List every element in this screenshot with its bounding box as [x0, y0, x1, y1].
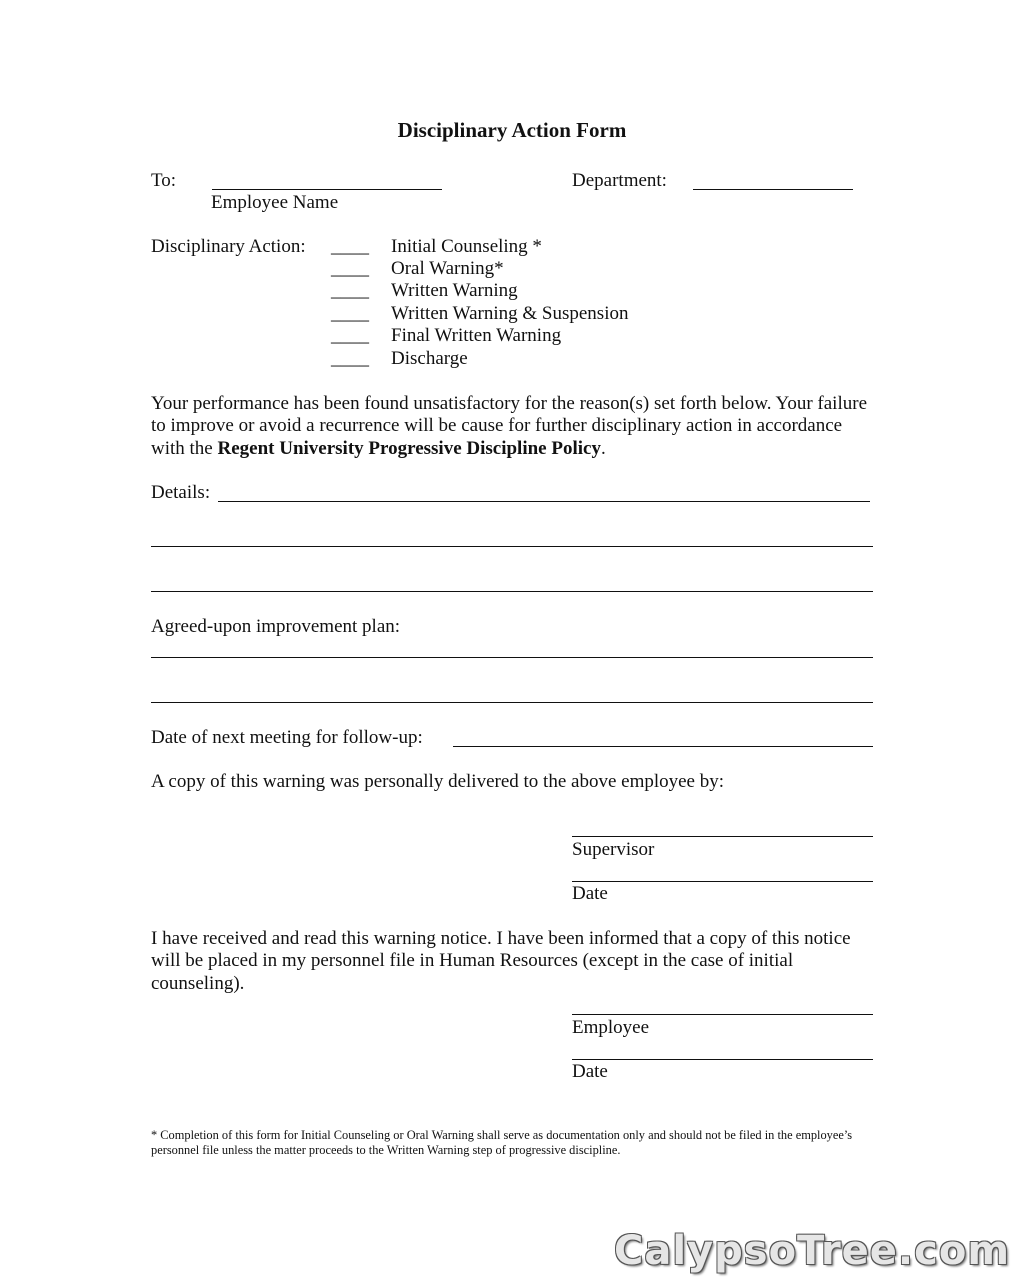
details-line-1[interactable] — [218, 501, 870, 502]
action-checkbox-written-warning-suspension[interactable]: ____ — [331, 303, 369, 324]
details-line-2[interactable] — [151, 546, 873, 547]
disciplinary-action-label: Disciplinary Action: — [151, 236, 306, 257]
employee-date-line[interactable] — [572, 1059, 873, 1060]
action-checkbox-discharge[interactable]: ____ — [331, 348, 369, 369]
employee-signature-line[interactable] — [572, 1014, 873, 1015]
action-label-final-written-warning: Final Written Warning — [391, 325, 562, 346]
supervisor-signature-line[interactable] — [572, 836, 873, 837]
employee-name-field[interactable] — [212, 189, 442, 190]
department-field[interactable] — [693, 189, 853, 190]
department-label: Department: — [572, 170, 667, 191]
action-label-discharge: Discharge — [391, 348, 468, 369]
policy-name: Regent University Progressive Discipline Policy — [217, 437, 601, 459]
followup-label: Date of next meeting for follow-up: — [151, 727, 423, 748]
action-checkbox-initial-counseling[interactable]: ____ — [331, 236, 369, 257]
supervisor-date-label: Date — [572, 883, 608, 904]
action-checkbox-written-warning[interactable]: ____ — [331, 280, 369, 301]
improvement-plan-label: Agreed-upon improvement plan: — [151, 616, 401, 637]
followup-date-field[interactable] — [453, 746, 873, 747]
performance-text: Your performance has been found unsatisfactory for the reason(s) set forth below. Your failure to improve or avoid a recurrence will be cause for further disciplinary action in accordance with the — [151, 393, 867, 459]
improvement-plan-line-2[interactable] — [151, 702, 873, 703]
employee-name-label: Employee Name — [211, 192, 339, 213]
copy-delivered-text: A copy of this warning was personally delivered to the above employee by: — [151, 771, 725, 792]
acknowledgement-paragraph: I have received and read this warning notice. I have been informed that a copy of this notice will be placed in my personnel file in Human Resources (except in the case of initial counseling). — [151, 928, 851, 994]
improvement-plan-line-1[interactable] — [151, 657, 873, 658]
action-checkbox-oral-warning[interactable]: ____ — [331, 258, 369, 279]
watermark-logo: CalypsoTree.com — [614, 1228, 1010, 1274]
supervisor-date-line[interactable] — [572, 881, 873, 882]
action-label-written-warning: Written Warning — [391, 280, 518, 301]
action-label-written-warning-suspension: Written Warning & Suspension — [391, 303, 629, 324]
to-label: To: — [151, 170, 177, 191]
performance-text-end: . — [600, 437, 606, 459]
page-title: Disciplinary Action Form — [397, 118, 627, 142]
details-label: Details: — [151, 482, 211, 503]
action-label-oral-warning: Oral Warning* — [391, 258, 504, 279]
performance-paragraph — [151, 393, 871, 460]
action-label-initial-counseling: Initial Counseling * — [391, 236, 542, 257]
action-checkbox-final-written-warning[interactable]: ____ — [331, 325, 369, 346]
details-line-3[interactable] — [151, 591, 873, 592]
footnote: * Completion of this form for Initial Counseling or Oral Warning shall serve as documentation only and should not be filed in the employee’s personnel file unless the matter proceeds to the Written Warning step of progressive discipline. — [151, 1128, 853, 1157]
employee-label: Employee — [572, 1017, 650, 1038]
supervisor-label: Supervisor — [572, 839, 655, 860]
employee-date-label: Date — [572, 1061, 608, 1082]
